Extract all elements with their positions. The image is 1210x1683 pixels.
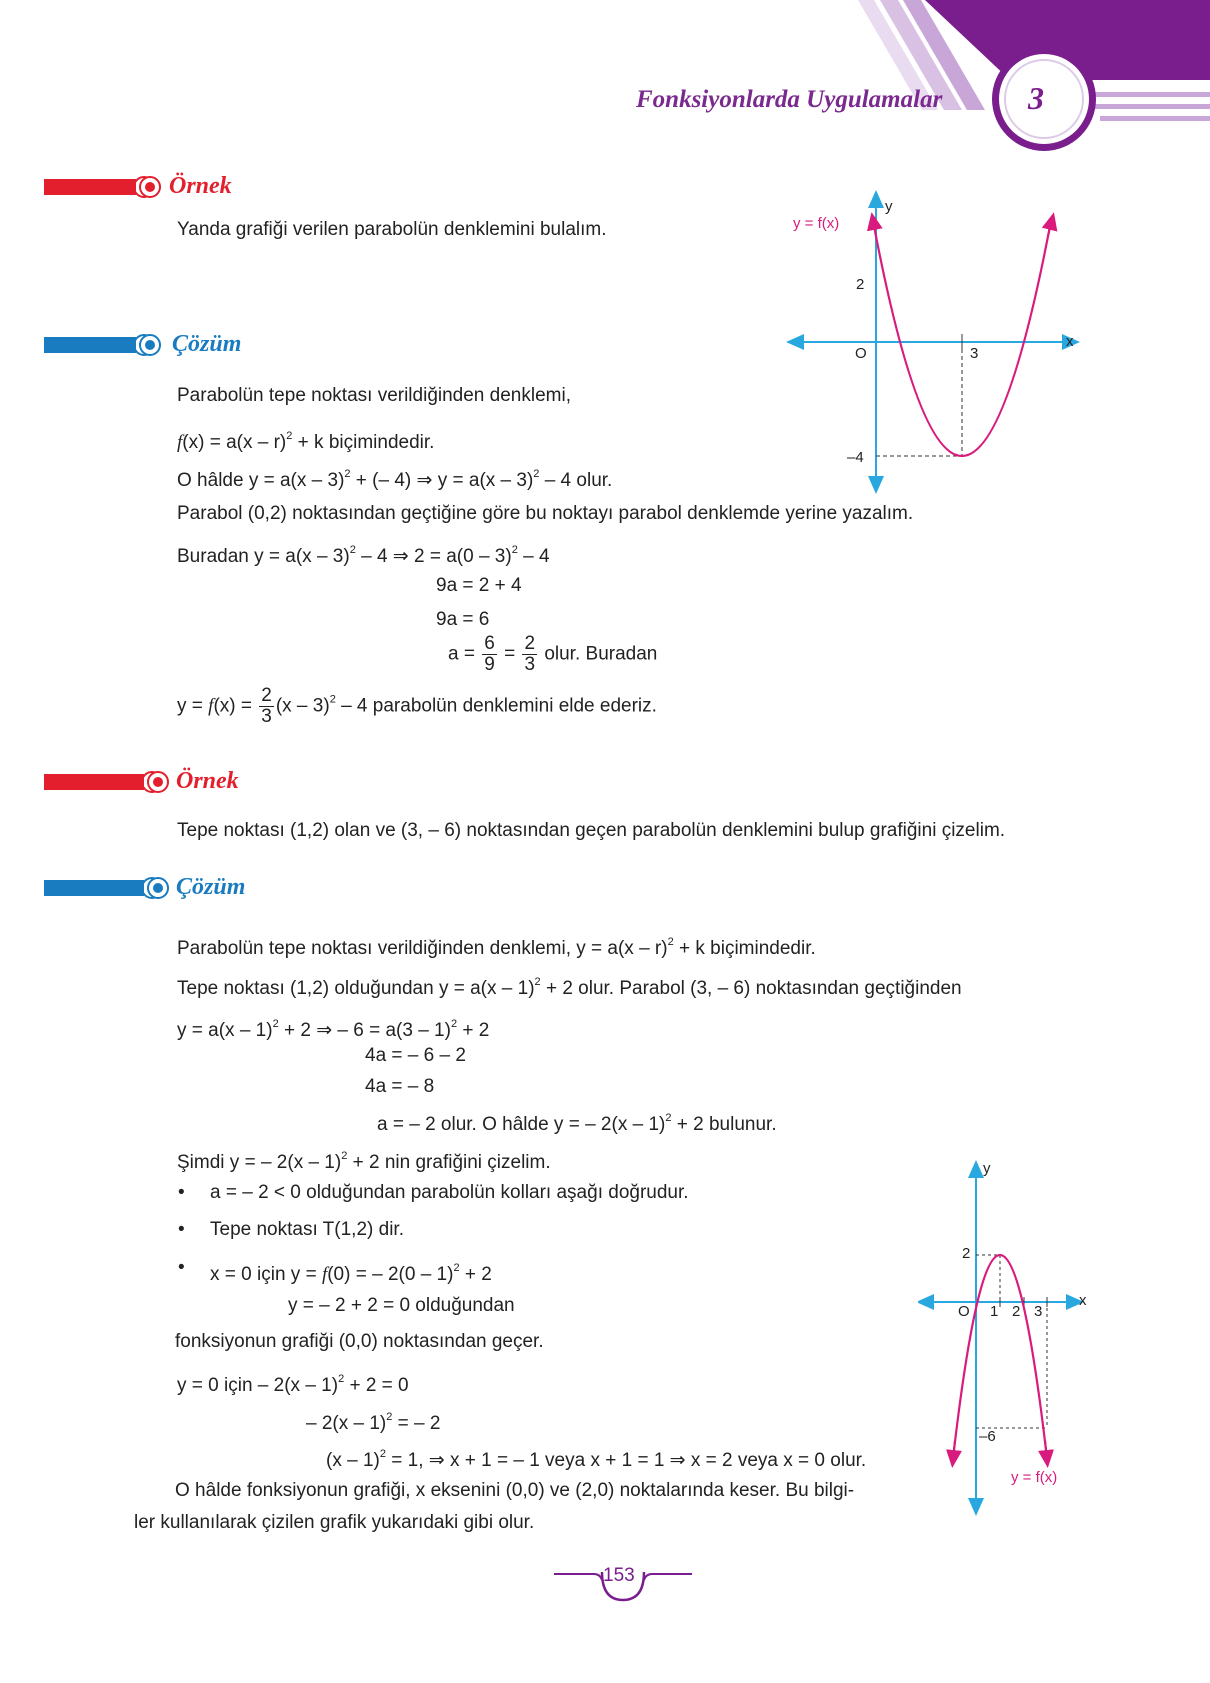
formula-line: 9a = 6 [436,609,490,630]
bullet-icon: • [178,1257,185,1278]
tick-label: 3 [970,345,979,362]
formula-line: O hâlde y = a(x – 3)$^2$ + (– 4) ⇒ y = a(x – 3)$^2$ – 4 olur. [177,468,613,491]
formula-line: 9a = 2 + 4 [436,575,522,596]
x-axis-label: x [1079,1292,1087,1309]
formula-line: 4a = – 8 [365,1076,435,1097]
graph-2 [918,1160,1098,1520]
origin-label: O [958,1303,970,1320]
bullet-item: x = 0 için y = f(0) = – 2(0 – 1)$^2$ + 2 [210,1262,492,1285]
function-label: y = f(x) [1011,1469,1058,1486]
formula-line: y = f(x) = $\frac{2}{3}$ (x – 3)$^2$ – 4 parabolün denklemini elde ederiz. [177,685,657,727]
formula-line: a = – 2 olur. O hâlde y = – 2(x – 1)$^2$ + 2 bulunur. [377,1112,777,1135]
solution-line: O hâlde fonksiyonun grafiği, x eksenini (0,0) ve (2,0) noktalarında keser. Bu bilgi- [175,1480,855,1501]
formula-line: Parabolün tepe noktası verildiğinden denklemi, y = a(x – r)$^2$ + k biçimindedir. [177,936,816,959]
page-title: Fonksiyonlarda Uygulamalar [636,86,943,113]
example-question: Tepe noktası (1,2) olan ve (3, – 6) noktasından geçen parabolün denklemini bulup grafiğini çizelim. [177,820,1006,841]
page-number: 153 [603,1565,635,1586]
bullet-icon: • [178,1182,185,1203]
formula-line: f(x) = a(x – r)$^2$ + k biçimindedir. [177,430,435,453]
graph-1 [780,190,1080,500]
formula-line: Buradan y = a(x – 3)$^2$ – 4 ⇒ 2 = a(0 – 3)$^2$ – 4 [177,544,550,567]
tick-label: 2 [1012,1303,1021,1320]
tick-label: –6 [979,1428,996,1445]
formula-line: y = – 2 + 2 = 0 olduğundan [288,1295,515,1316]
solution-label: Çözüm [172,331,242,357]
solution-bar-1 [44,334,166,356]
example-bar-1 [44,176,166,198]
solution-line: fonksiyonun grafiği (0,0) noktasından geçer. [175,1331,544,1352]
solution-bar-2 [44,877,174,899]
solution-line: Parabolün tepe noktası verildiğinden denklemi, [177,385,571,406]
solution-line: Parabol (0,2) noktasından geçtiğine göre bu noktayı parabol denklemde yerine yazalım. [177,503,914,524]
example-bar-2 [44,771,174,793]
tick-label: 3 [1034,1303,1043,1320]
example-label: Örnek [176,768,239,794]
solution-line: ler kullanılarak çizilen grafik yukarıdaki gibi olur. [134,1512,535,1533]
bullet-item: Tepe noktası T(1,2) dir. [210,1219,404,1240]
formula-line: y = a(x – 1)$^2$ + 2 ⇒ – 6 = a(3 – 1)$^2$ + 2 [177,1018,490,1041]
function-label: y = f(x) [793,215,840,232]
bullet-item: a = – 2 < 0 olduğundan parabolün kolları aşağı doğrudur. [210,1182,689,1203]
formula-line: y = 0 için – 2(x – 1)$^2$ + 2 = 0 [177,1373,409,1396]
y-axis-label: y [885,198,893,215]
formula-line: – 2(x – 1)$^2$ = – 2 [306,1411,441,1434]
solution-label: Çözüm [176,874,246,900]
bullet-icon: • [178,1219,185,1240]
x-axis-label: x [1066,333,1074,350]
y-axis-label: y [983,1160,991,1177]
formula-line: 4a = – 6 – 2 [365,1045,466,1066]
formula-line: (x – 1)$^2$ = 1, ⇒ x + 1 = – 1 veya x + 1 = 1 ⇒ x = 2 veya x = 0 olur. [326,1448,867,1471]
formula-line: a = $\frac{6}{9}$ = $\frac{2}{3}$ olur. Buradan [448,633,658,675]
formula-line: Tepe noktası (1,2) olduğundan y = a(x – 1)$^2$ + 2 olur. Parabol (3, – 6) noktasından geçtiğinden [177,976,962,999]
tick-label: –4 [847,449,864,466]
parabola-curve [954,1255,1046,1450]
origin-label: O [855,345,867,362]
tick-label: 2 [856,276,865,293]
example-label: Örnek [169,173,232,199]
example-question: Yanda grafiği verilen parabolün denklemini bulalım. [177,219,607,240]
tick-label: 2 [962,1245,971,1262]
formula-line: Şimdi y = – 2(x – 1)$^2$ + 2 nin grafiğini çizelim. [177,1150,551,1173]
chapter-number: 3 [1028,80,1044,116]
tick-label: 1 [990,1303,999,1320]
